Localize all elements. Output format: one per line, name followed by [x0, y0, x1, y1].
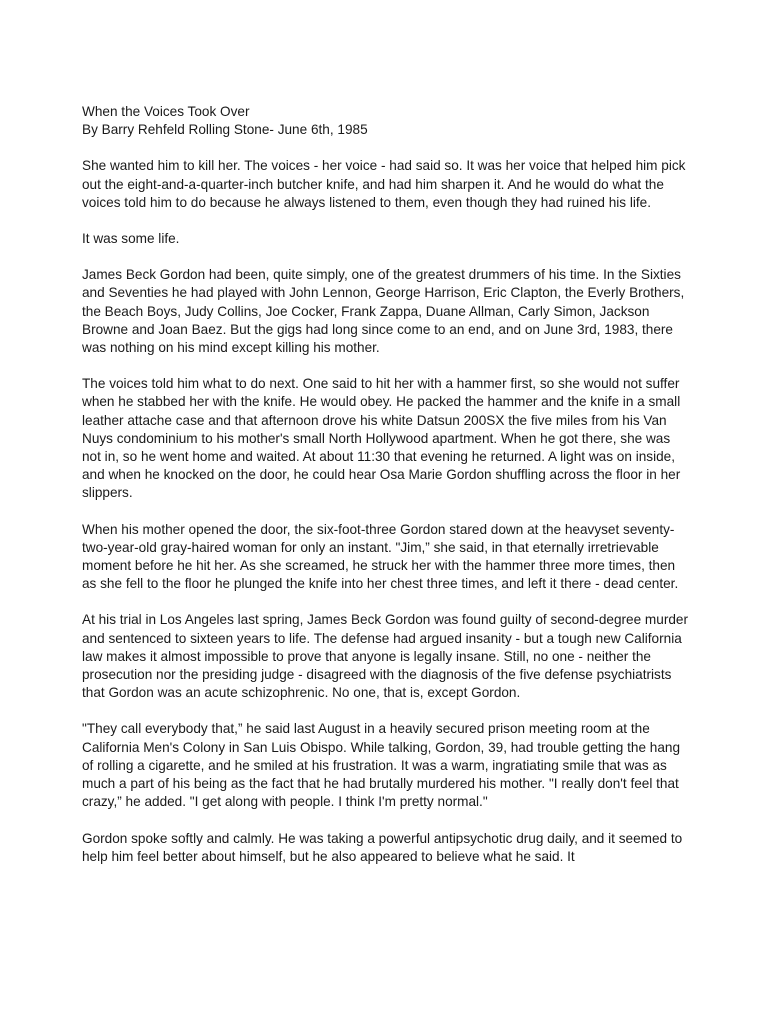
paragraph-8: Gordon spoke softly and calmly. He was taking a powerful antipsychotic drug daily, and it seemed to help him feel better about himself, but he also appeared to believe what he said. It [82, 830, 683, 864]
paragraph-2: It was some life. [82, 231, 180, 247]
paragraph-6: At his trial in Los Angeles last spring, James Beck Gordon was found guilty of second-degree murder and sentenced to sixteen years to life. The defense had argued insanity - but a tough new California law makes it almost impossible to prove that anyone is legally insane. Still, no one - neither the prosecution nor the presiding judge - disagreed with the diagnosis of the five defense psychiatrists that Gordon was an acute schizophrenic. No one, that is, except Gordon. [82, 612, 688, 701]
article-header [82, 103, 688, 139]
document-page [82, 103, 688, 884]
article-byline: By Barry Rehfeld Rolling Stone- June 6th, 1985 [82, 122, 368, 138]
paragraph-3: James Beck Gordon had been, quite simply, one of the greatest drummers of his time. In the Sixties and Seventies he had played with John Lennon, George Harrison, Eric Clapton, the Everly Brothers, the Beach Boys, Judy Collins, Joe Cocker, Frank Zappa, Duane Allman, Carly Simon, Jackson Browne and Joan Baez. But the gigs had long since come to an end, and on June 3rd, 1983, there was nothing on his mind except killing his mother. [82, 267, 685, 356]
paragraph-4: The voices told him what to do next. One said to hit her with a hammer first, so she would not suffer when he stabbed her with the knife. He would obey. He packed the hammer and the knife in a small leather attache case and that afternoon drove his white Datsun 200SX the five miles from his Van Nuys condominium to his mother's small North Hollywood apartment. When he got there, she was not in, so he went home and waited. At about 11:30 that evening he returned. A light was on inside, and when he knocked on the door, he could hear Osa Marie Gordon shuffling across the floor in her slippers. [82, 376, 681, 501]
paragraph-7: "They call everybody that,” he said last August in a heavily secured prison meeting room at the California Men's Colony in San Luis Obispo. While talking, Gordon, 39, had trouble getting the hang of rolling a cigarette, and he smiled at his frustration. It was a warm, ingratiating smile that was as much a part of his being as the fact that he had brutally murdered his mother. "I really don't feel that crazy,” he added. "I get along with people. I think I'm pretty normal." [82, 721, 681, 810]
paragraph-5: When his mother opened the door, the six-foot-three Gordon stared down at the heavyset seventy-two-year-old gray-haired woman for only an instant. "Jim,” she said, in that eternally irretrievable moment before he hit her. As she screamed, he struck her with the hammer three more times, then as she fell to the floor he plunged the knife into her chest three times, and left it there - dead center. [82, 521, 679, 592]
paragraph-1: She wanted him to kill her. The voices - her voice - had said so. It was her voice that helped him pick out the eight-and-a-quarter-inch butcher knife, and had him sharpen it. And he would do what the voices told him to do because he always listened to them, even though they had ruined his life. [82, 158, 686, 210]
article-title: When the Voices Took Over [82, 104, 250, 119]
